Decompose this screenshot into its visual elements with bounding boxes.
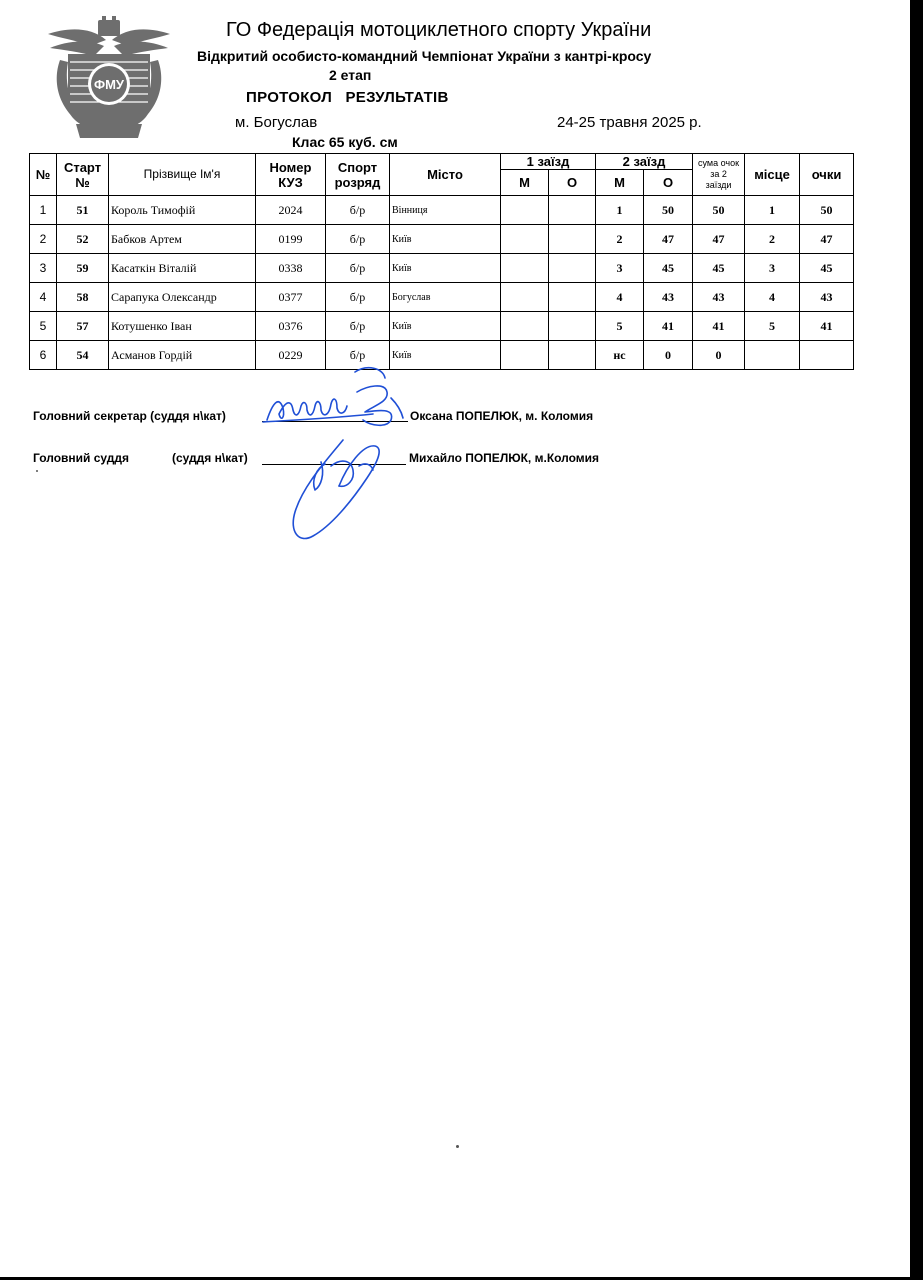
col-header-race1: 1 заїзд bbox=[501, 154, 596, 170]
event-place: м. Богуслав bbox=[235, 114, 318, 131]
cell-kuz: 0229 bbox=[256, 341, 326, 370]
cell-sum: 47 bbox=[693, 225, 745, 254]
cell-points: 45 bbox=[800, 254, 854, 283]
scan-border-right bbox=[910, 0, 923, 1280]
cell-start: 57 bbox=[57, 312, 109, 341]
table-row bbox=[30, 283, 854, 312]
cell-city: Київ bbox=[390, 254, 501, 283]
cell-race1-o bbox=[549, 254, 596, 283]
cell-start: 58 bbox=[57, 283, 109, 312]
cell-points: 47 bbox=[800, 225, 854, 254]
cell-race2-m: 1 bbox=[596, 196, 644, 225]
cell-name: Король Тимофій bbox=[109, 196, 256, 225]
cell-place bbox=[745, 341, 800, 370]
col-header-rank: Спорт розряд bbox=[326, 154, 390, 196]
col-header-name: Прізвище Ім'я bbox=[109, 154, 256, 196]
cell-race1-o bbox=[549, 196, 596, 225]
col-header-city: Місто bbox=[390, 154, 501, 196]
cell-race2-m: нс bbox=[596, 341, 644, 370]
cell-race2-o: 0 bbox=[644, 341, 693, 370]
col-header-race2: 2 заїзд bbox=[596, 154, 693, 170]
col-header-points: очки bbox=[800, 154, 854, 196]
cell-num: 6 bbox=[30, 341, 57, 370]
handwritten-signatures bbox=[255, 362, 425, 552]
cell-sum: 45 bbox=[693, 254, 745, 283]
cell-race1-m bbox=[501, 196, 549, 225]
table-row bbox=[30, 254, 854, 283]
scan-speck bbox=[456, 1145, 459, 1148]
emblem-text: ФМУ bbox=[93, 77, 125, 92]
cell-rank: б/р bbox=[326, 312, 390, 341]
cell-kuz: 0338 bbox=[256, 254, 326, 283]
cell-num: 2 bbox=[30, 225, 57, 254]
cell-race2-o: 50 bbox=[644, 196, 693, 225]
cell-race2-o: 41 bbox=[644, 312, 693, 341]
cell-race2-o: 43 bbox=[644, 283, 693, 312]
cell-place: 3 bbox=[745, 254, 800, 283]
federation-emblem-logo bbox=[46, 16, 172, 140]
cell-sum: 50 bbox=[693, 196, 745, 225]
cell-num: 3 bbox=[30, 254, 57, 283]
secretary-label: Головний секретар (суддя н\кат) bbox=[33, 409, 226, 423]
cell-num: 1 bbox=[30, 196, 57, 225]
organization-title: ГО Федерація мотоциклетного спорту України bbox=[226, 19, 652, 41]
cell-start: 59 bbox=[57, 254, 109, 283]
cell-rank: б/р bbox=[326, 225, 390, 254]
col-header-race1-o: О bbox=[549, 170, 596, 196]
judge-label: Головний суддя bbox=[33, 451, 130, 465]
cell-race1-m bbox=[501, 225, 549, 254]
cell-race2-o: 45 bbox=[644, 254, 693, 283]
cell-points: 41 bbox=[800, 312, 854, 341]
col-header-race2-o: О bbox=[644, 170, 693, 196]
cell-race1-m bbox=[501, 254, 549, 283]
protocol-title: ПРОТОКОЛ РЕЗУЛЬТАТІВ bbox=[246, 89, 449, 106]
col-header-kuz: Номер КУЗ bbox=[256, 154, 326, 196]
cell-race1-o bbox=[549, 341, 596, 370]
cell-num: 5 bbox=[30, 312, 57, 341]
cell-rank: б/р bbox=[326, 196, 390, 225]
col-header-place: місце bbox=[745, 154, 800, 196]
cell-city: Вінниця bbox=[390, 196, 501, 225]
cell-race2-m: 4 bbox=[596, 283, 644, 312]
cell-race1-o bbox=[549, 312, 596, 341]
cell-rank: б/р bbox=[326, 283, 390, 312]
col-header-race1-m: М bbox=[501, 170, 549, 196]
cell-race2-m: 3 bbox=[596, 254, 644, 283]
stage-label: 2 етап bbox=[329, 67, 372, 83]
col-header-sum: сума очок за 2 заїзди bbox=[693, 154, 745, 196]
cell-race1-m bbox=[501, 312, 549, 341]
cell-race2-m: 5 bbox=[596, 312, 644, 341]
cell-sum: 0 bbox=[693, 341, 745, 370]
cell-city: Київ bbox=[390, 225, 501, 254]
cell-city: Богуслав bbox=[390, 283, 501, 312]
secretary-name: Оксана ПОПЕЛЮК, м. Коломия bbox=[410, 409, 594, 423]
judge-name: Михайло ПОПЕЛЮК, м.Коломия bbox=[409, 451, 600, 465]
cell-race1-m bbox=[501, 341, 549, 370]
cell-city: Київ bbox=[390, 341, 501, 370]
cell-points: 43 bbox=[800, 283, 854, 312]
cell-name: Бабков Артем bbox=[109, 225, 256, 254]
cell-name: Касаткін Віталій bbox=[109, 254, 256, 283]
col-header-race2-m: М bbox=[596, 170, 644, 196]
cell-city: Київ bbox=[390, 312, 501, 341]
cell-start: 52 bbox=[57, 225, 109, 254]
col-header-num: № bbox=[30, 154, 57, 196]
cell-kuz: 0199 bbox=[256, 225, 326, 254]
table-row bbox=[30, 341, 854, 370]
cell-name: Асманов Гордій bbox=[109, 341, 256, 370]
judge-category-label: (суддя н\кат) bbox=[172, 451, 248, 465]
table-row bbox=[30, 312, 854, 341]
cell-race2-m: 2 bbox=[596, 225, 644, 254]
cell-name: Котушенко Іван bbox=[109, 312, 256, 341]
event-date: 24-25 травня 2025 р. bbox=[557, 114, 702, 131]
cell-kuz: 0377 bbox=[256, 283, 326, 312]
cell-points bbox=[800, 341, 854, 370]
cell-kuz: 2024 bbox=[256, 196, 326, 225]
cell-points: 50 bbox=[800, 196, 854, 225]
results-table bbox=[29, 153, 854, 370]
cell-race2-o: 47 bbox=[644, 225, 693, 254]
championship-title: Відкритий особисто-командний Чемпіонат України з кантрі-кросу bbox=[197, 48, 652, 64]
cell-place: 2 bbox=[745, 225, 800, 254]
cell-num: 4 bbox=[30, 283, 57, 312]
cell-rank: б/р bbox=[326, 341, 390, 370]
cell-place: 5 bbox=[745, 312, 800, 341]
cell-race1-m bbox=[501, 283, 549, 312]
table-row bbox=[30, 225, 854, 254]
cell-start: 54 bbox=[57, 341, 109, 370]
cell-start: 51 bbox=[57, 196, 109, 225]
cell-kuz: 0376 bbox=[256, 312, 326, 341]
cell-place: 1 bbox=[745, 196, 800, 225]
col-header-start: Старт № bbox=[57, 154, 109, 196]
scan-speck bbox=[36, 470, 38, 472]
cell-name: Сарапука Олександр bbox=[109, 283, 256, 312]
class-label: Клас 65 куб. см bbox=[292, 134, 398, 150]
cell-race1-o bbox=[549, 225, 596, 254]
cell-sum: 41 bbox=[693, 312, 745, 341]
cell-rank: б/р bbox=[326, 254, 390, 283]
cell-place: 4 bbox=[745, 283, 800, 312]
table-row bbox=[30, 196, 854, 225]
cell-sum: 43 bbox=[693, 283, 745, 312]
cell-race1-o bbox=[549, 283, 596, 312]
